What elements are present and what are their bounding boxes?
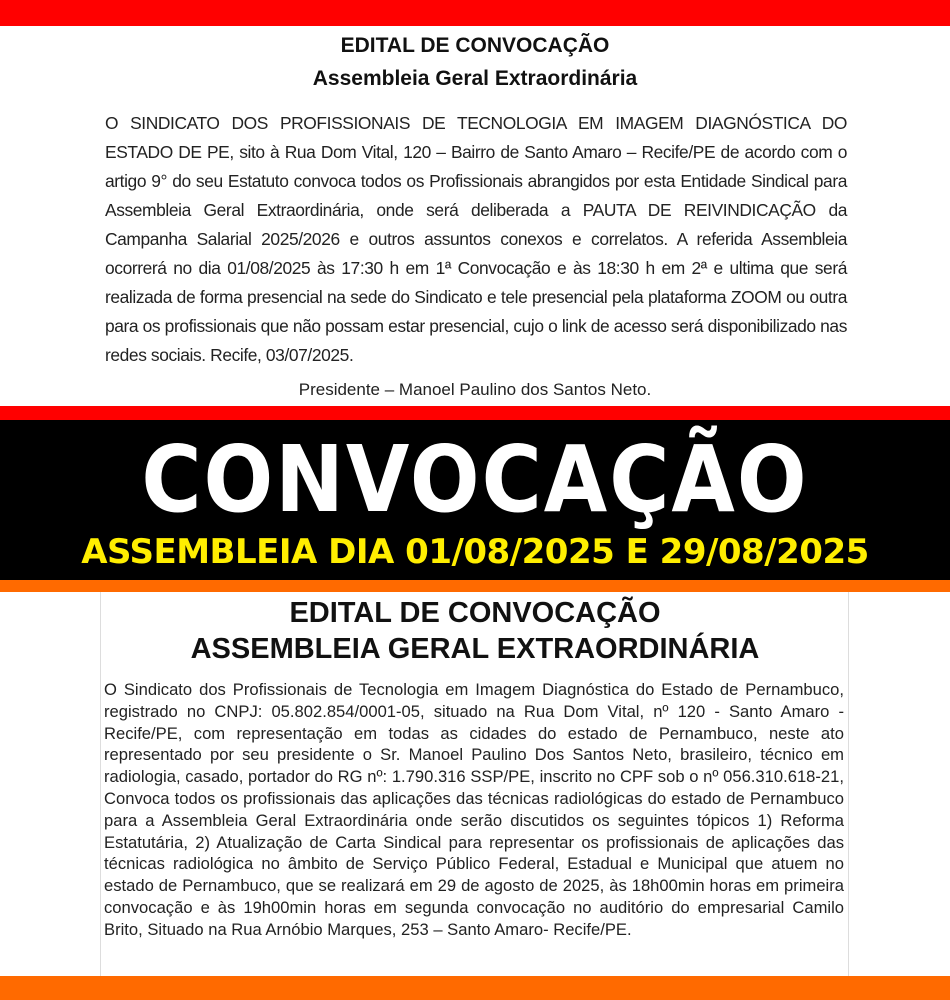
- notice-1-title: EDITAL DE CONVOCAÇÃO: [340, 34, 610, 57]
- notice-2-right-border: [848, 592, 849, 976]
- banner-title: CONVOCAÇÃO: [141, 427, 809, 534]
- notice-2-subtitle: ASSEMBLEIA GERAL EXTRAORDINÁRIA: [190, 633, 760, 665]
- banner-subtitle: ASSEMBLEIA DIA 01/08/2025 E 29/08/2025: [81, 532, 869, 572]
- top-red-stripe: [0, 0, 950, 26]
- notice-1-signature: Presidente – Manoel Paulino dos Santos Neto.: [298, 380, 652, 399]
- notice-2: [0, 592, 950, 978]
- notice-2-left-border: [100, 592, 101, 976]
- notice-2-title: EDITAL DE CONVOCAÇÃO: [289, 597, 661, 629]
- notice-2-body: O Sindicato dos Profissionais de Tecnologia em Imagem Diagnóstica do Estado de Pernambuco, registrado no CNPJ: 05.802.854/0001-05, situado na Rua Dom Vital, nº 120 - Santo Amaro - Recife/PE, com representação em todas as cidades do estado de Pernambuco, neste ato representado por seu presidente o Sr. Manoel Paulino Dos Santos Neto, brasileiro, técnico em radiologia, casado, portador do RG nº: 1.790.316 SSP/PE, inscrito no CPF sob o nº 056.310.618-21, Convoca todos os profissionais das aplicações das técnicas radiológicas do estado de Pernambuco para a Assembleia Geral Extraordinária onde serão discutidos os seguintes tópicos 1) Reforma Estatutária, 2) Atualização de Carta Sindical para representar os profissionais de aplicações das técnicas radiológica no âmbito de Serviço Público Federal, Estadual e Municipal que atuem no estado de Pernambuco, que se realizará em 29 de agosto de 2025, às 18h00min horas em primeira convocação e às 19h00min horas em segunda convocação no auditório do empresarial Camilo Brito, Situado na Rua Arnóbio Marques, 253 – Santo Amaro- Recife/PE.: [104, 680, 844, 939]
- bottom-orange-stripe: [0, 976, 950, 1000]
- middle-red-stripe: [0, 406, 950, 420]
- notice-1-subtitle: Assembleia Geral Extraordinária: [312, 67, 638, 90]
- notice-1-body: O SINDICATO DOS PROFISSIONAIS DE TECNOLOGIA EM IMAGEM DIAGNÓSTICA DO ESTADO DE PE, sito à Rua Dom Vital, 120 – Bairro de Santo Amaro – Recife/PE de acordo com o artigo 9° do seu Estatuto convoca todos os Profissionais abrangidos por esta Entidade Sindical para Assembleia Geral Extraordinária, onde será deliberada a PAUTA DE REIVINDICAÇÃO da Campanha Salarial 2025/2026 e outros assuntos conexos e correlatos. A referida Assembleia ocorrerá no dia 01/08/2025 às 17:30 h em 1ª Convocação e às 18:30 h em 2ª e ultima que será realizada de forma presencial na sede do Sindicato e tele presencial pela plataforma ZOOM ou outra para os profissionais que não possam estar presencial, cujo o link de acesso será disponibilizado nas redes sociais. Recife, 03/07/2025.: [105, 113, 847, 365]
- notice-1: [0, 26, 950, 406]
- middle-orange-stripe: [0, 580, 950, 592]
